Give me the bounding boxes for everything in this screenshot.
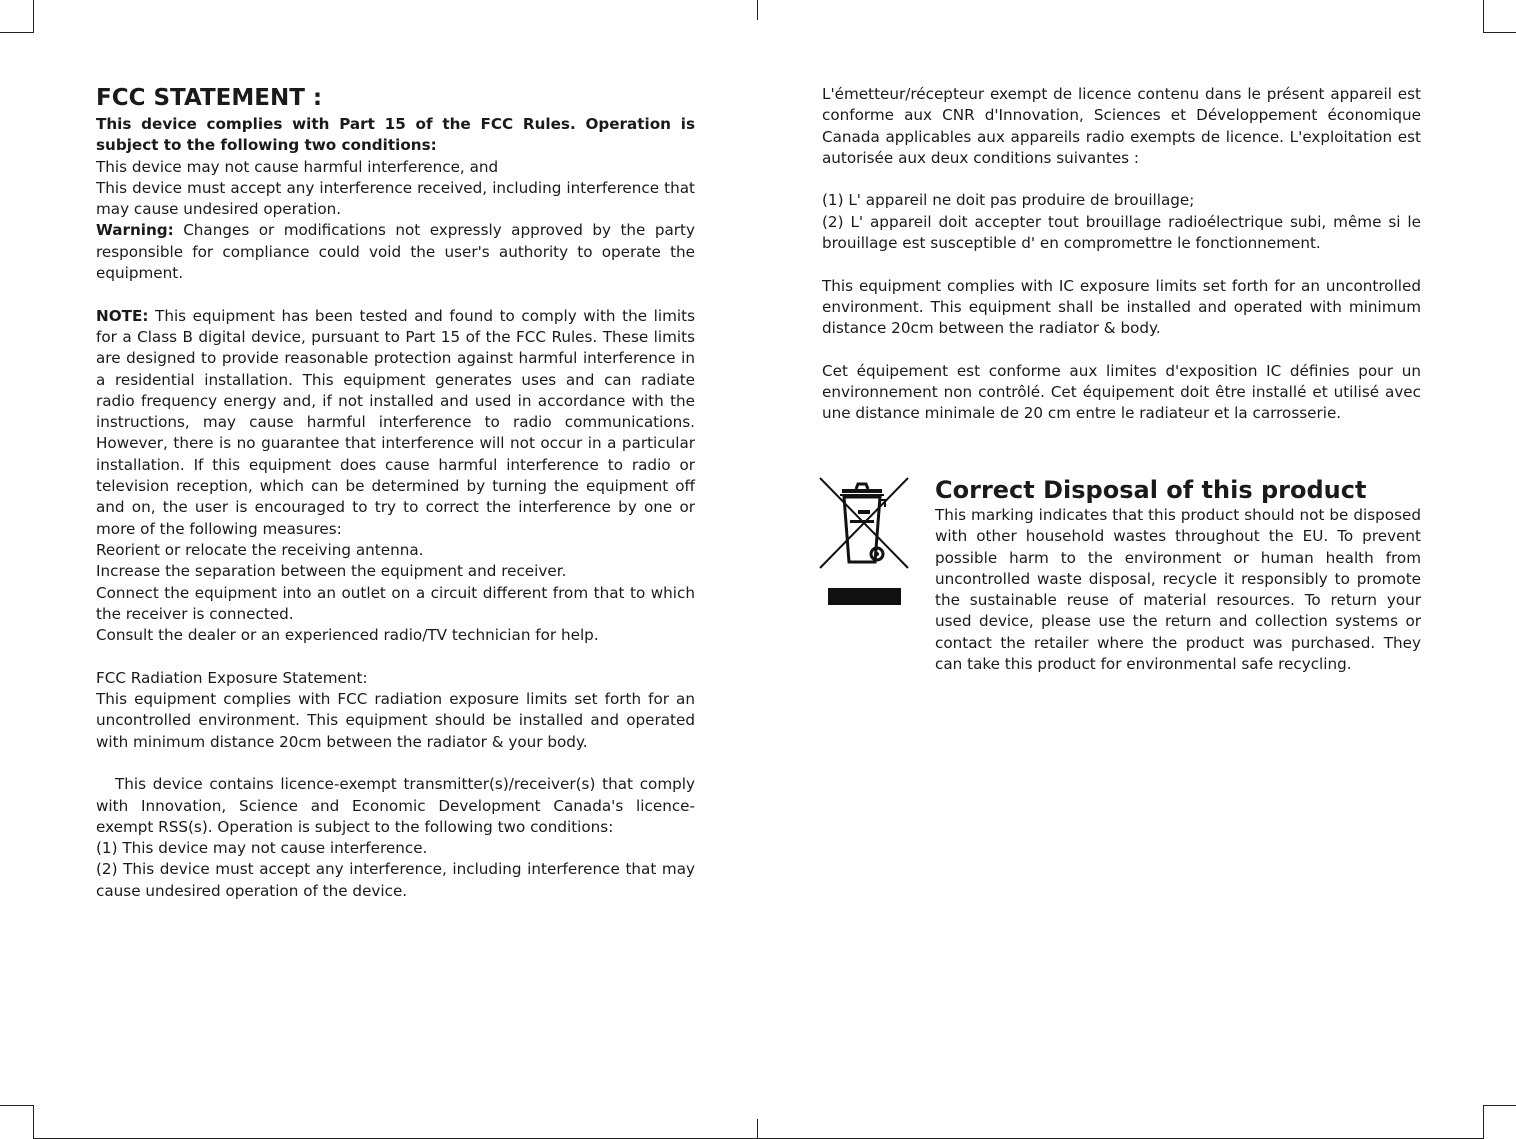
crop-mark — [0, 32, 34, 33]
ised-statement: This device contains licence-exempt transmitter(s)/receiver(s) that comply with Innovation, Science and Economic Development Canada's licence-exempt RSS(s). Operation is subject to the following two conditions: — [96, 775, 695, 836]
fcc-note — [96, 306, 695, 540]
ic-exposure-fr: Cet équipement est conforme aux limites d'exposition IC définies pour un environnement non contrôlé. Cet équipement doit être installé et utilisé avec une distance minimale de 20 cm entre le radiateur et la carrosserie. — [822, 361, 1421, 423]
spacer — [96, 646, 695, 667]
measure-3: Connect the equipment into an outlet on a circuit different from that to which the receiver is connected. — [96, 583, 695, 623]
weee-crossed-bin-icon — [818, 476, 910, 606]
ised-condition-1: (1) This device may not cause interference. — [96, 839, 428, 858]
ised-condition-2: (2) This device must accept any interference, including interference that may cause undesired operation of the device. — [96, 860, 695, 900]
crop-mark — [1483, 0, 1484, 33]
spacer — [822, 254, 1421, 275]
disposal-section — [935, 476, 1421, 675]
spacer — [822, 340, 1421, 361]
crop-mark — [1483, 1105, 1516, 1106]
crop-mark — [33, 0, 34, 33]
crop-mark — [33, 1105, 34, 1139]
measure-2: Increase the separation between the equipment and receiver. — [96, 562, 567, 581]
fcc-condition-2: This device must accept any interference received, including interference that may cause undesired operation. — [96, 178, 695, 219]
crop-mark — [757, 0, 758, 20]
ic-fr-condition-1: (1) L' appareil ne doit pas produire de brouillage; — [822, 191, 1195, 210]
disposal-title: Correct Disposal of this product — [935, 476, 1367, 504]
fcc-warning — [96, 220, 695, 284]
crop-mark — [1483, 1105, 1484, 1139]
ic-statement-column — [822, 84, 1421, 425]
measure-1: Reorient or relocate the receiving antenna. — [96, 540, 424, 559]
note-text: This equipment has been tested and found to comply with the limits for a Class B digital device, pursuant to Part 15 of the FCC Rules. These limits are designed to provide reasonable protection against harmful interference in a residential installation. This equipment generates uses and can radiate radio frequency energy and, if not installed and used in accordance with the instructions, may cause harmful interference to radio communications. However, there is no guarantee that interference will not occur in a particular installation. If this equipment does cause harmful interference to radio or television reception, which can be determined by turning the equipment off and on, the user is encouraged to try to correct the interference by one or more of the following measures: — [96, 306, 695, 538]
ic-exposure-en: This equipment complies with IC exposure limits set forth for an uncontrolled environment. This equipment shall be installed and operated with minimum distance 20cm between the radiator & body. — [822, 276, 1421, 338]
spacer — [96, 753, 695, 774]
spacer — [822, 169, 1421, 190]
radiation-text: This equipment complies with FCC radiation exposure limits set forth for an uncontrolled environment. This equipment should be installed and operated with minimum distance 20cm between the radiator & your body. — [96, 690, 695, 751]
crop-mark — [757, 1119, 758, 1139]
warning-text: Changes or modifications not expressly approved by the party responsible for compliance could void the user's authority to operate the equipment. — [96, 221, 695, 283]
fcc-condition-1: This device may not cause harmful interference, and — [96, 157, 499, 176]
crop-mark — [0, 1105, 34, 1106]
fcc-intro: This device complies with Part 15 of the FCC Rules. Operation is subject to the following two conditions: — [96, 115, 695, 155]
spacer — [96, 284, 695, 305]
crop-mark — [1483, 32, 1516, 33]
ic-fr-intro: L'émetteur/récepteur exempt de licence contenu dans le présent appareil est conforme aux CNR d'Innovation, Sciences et Développement économique Canada applicables aux appareils radio exempts de licence. L'exploitation est autorisée aux deux conditions suivantes : — [822, 85, 1421, 167]
note-label: NOTE: — [96, 306, 149, 325]
warning-label: Warning: — [96, 221, 174, 240]
fcc-title: FCC STATEMENT : — [96, 85, 323, 111]
disposal-text: This marking indicates that this product should not be disposed with other household wastes throughout the EU. To prevent possible harm to the environment or human health from uncontrolled waste disposal, recycle it responsibly to promote the sustainable reuse of material resources. To return your used device, please use the return and collection systems or contact the retailer where the product was purchased. They can take this product for environmental safe recycling. — [935, 506, 1421, 674]
radiation-title: FCC Radiation Exposure Statement: — [96, 668, 368, 687]
measure-4: Consult the dealer or an experienced radio/TV technician for help. — [96, 626, 599, 645]
fcc-statement-column — [96, 84, 695, 902]
ic-fr-condition-2: (2) L' appareil doit accepter tout brouillage radioélectrique subi, même si le brouillage est susceptible d' en compromettre le fonctionnement. — [822, 212, 1421, 253]
